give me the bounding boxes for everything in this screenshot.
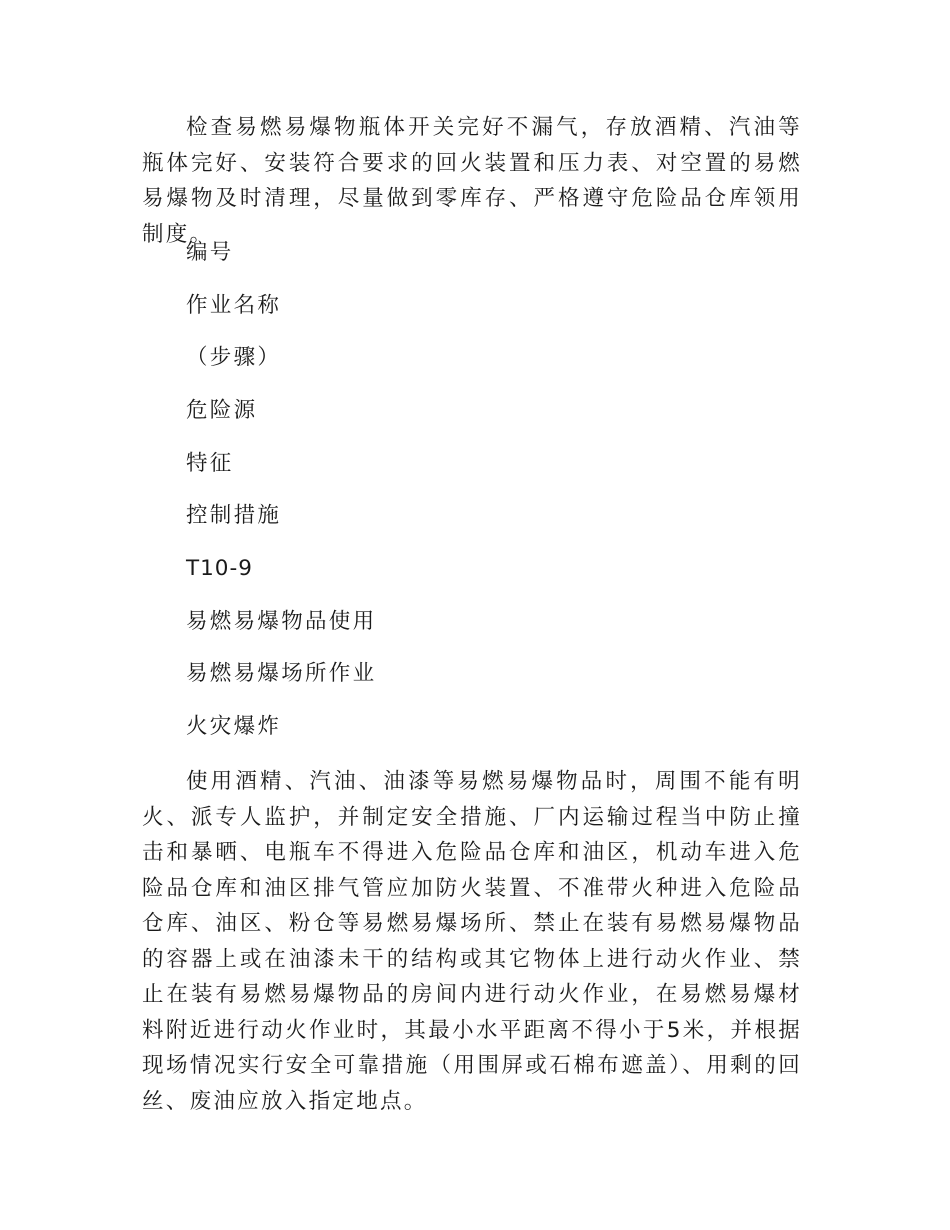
header-number: 编号 [186,240,234,265]
control-measures-paragraph: 使用酒精、汽油、油漆等易燃易爆物品时，周围不能有明火、派专人监护，并制定安全措施、厂内运输过程当中防止撞击和暴晒、电瓶车不得进入危险品仓库和油区，机动车进入危险品仓库和油区排气管应加防火装置、不准带火种进入危险品仓库、油区、粉仓等易燃易爆场所、禁止在装有易燃易爆物品的容器上或在油漆未干的结构或其它物体上进行动火作业、禁止在装有易燃易爆物品的房间内进行动火作业，在易燃易爆材料附近进行动火作业时，其最小水平距离不得小于5米，并根据现场情况实行安全可靠措施（用围屏或石棉布遮盖）、用剩的回丝、废油应放入指定地点。 [142,769,802,1114]
entry-hazard: 火灾爆炸 [186,714,282,739]
header-feature: 特征 [186,451,234,476]
entry-number: T10-9 [186,556,253,581]
header-job-name: 作业名称 [186,293,282,318]
safety-check-paragraph: 检查易燃易爆物瓶体开关完好不漏气，存放酒精、汽油等瓶体完好、安装符合要求的回火装置和压力表、对空置的易燃易爆物及时清理，尽量做到零库存、严格遵守危险品仓库领用制度。 [142,115,802,247]
header-control-measures: 控制措施 [186,503,282,528]
header-hazard-source: 危险源 [186,398,258,423]
header-steps: （步骤） [186,345,282,370]
entry-job-name: 易燃易爆物品使用 [186,609,377,634]
entry-step: 易燃易爆场所作业 [186,661,377,686]
